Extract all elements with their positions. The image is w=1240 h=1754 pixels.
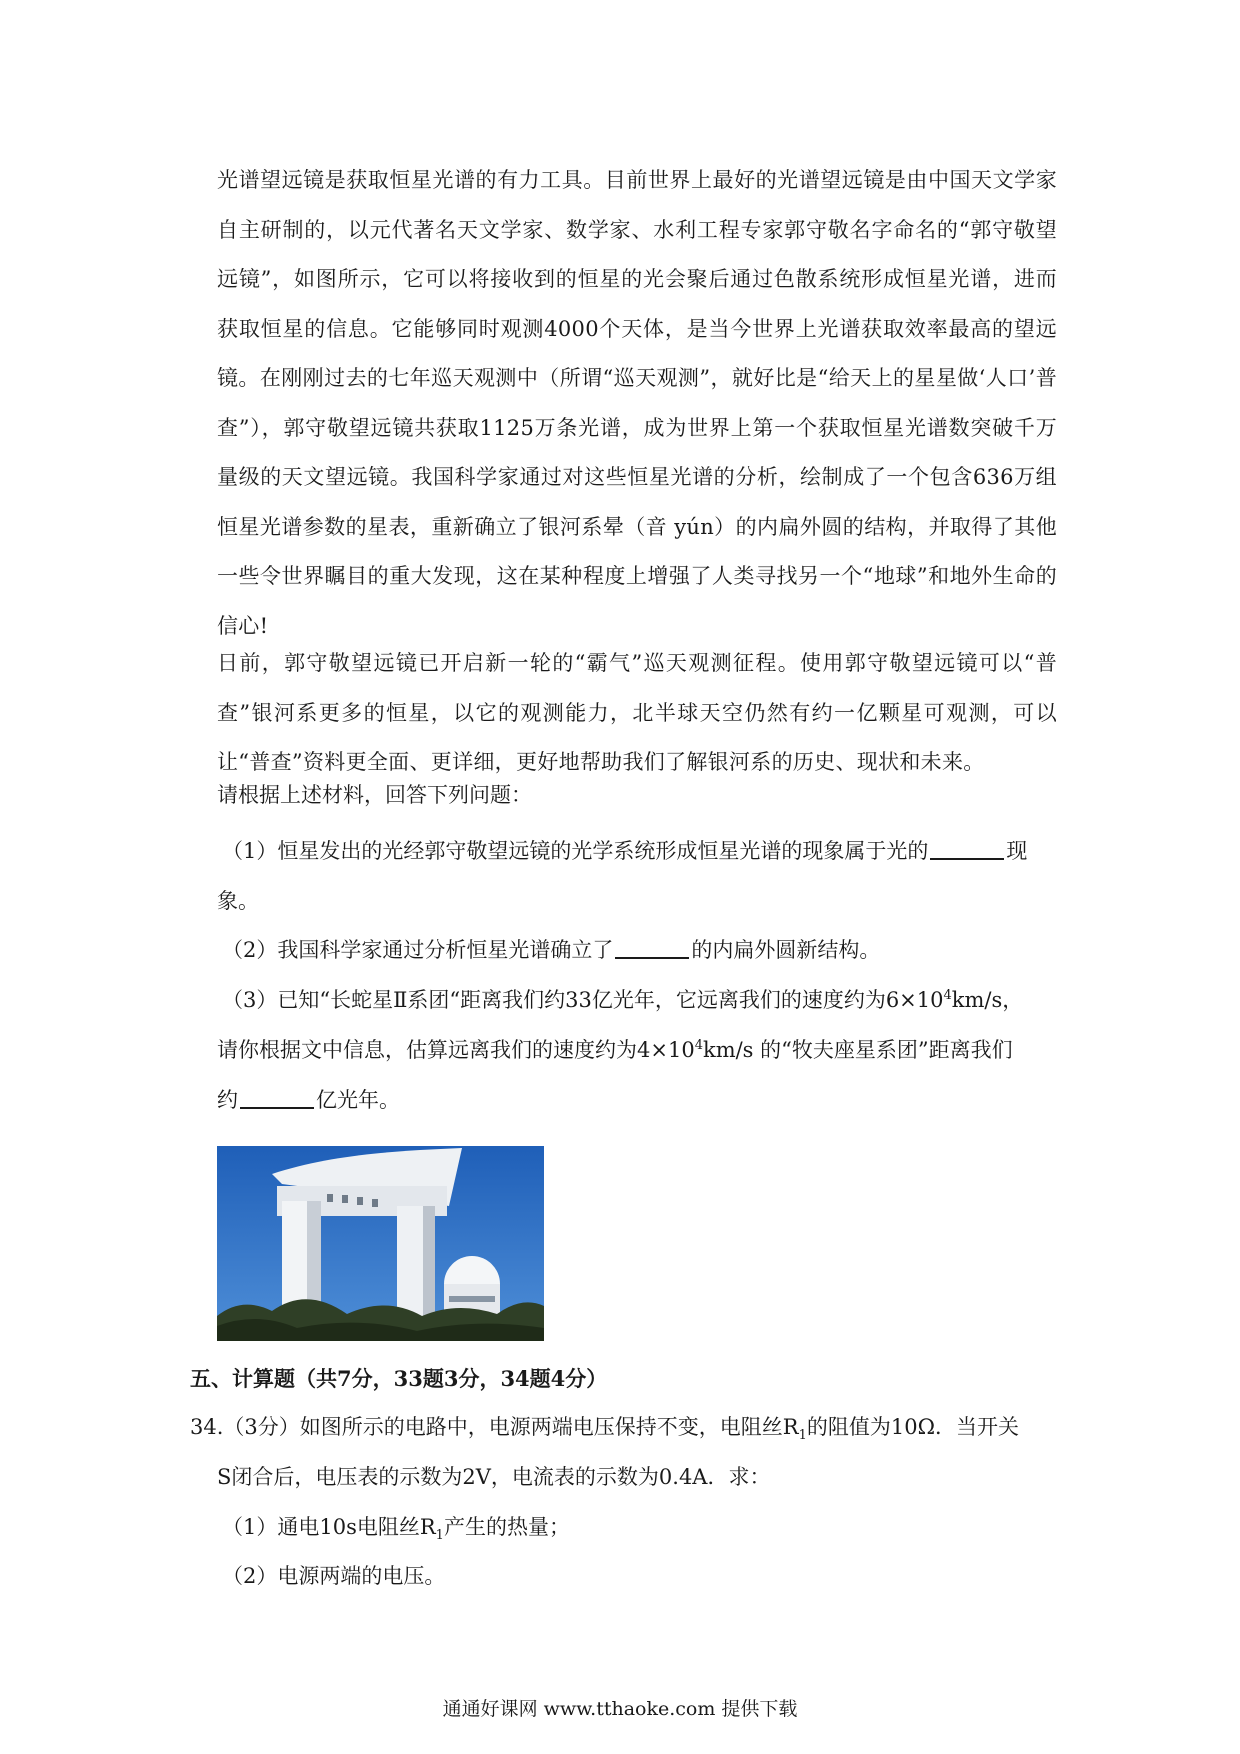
question-1-text: （1）恒星发出的光经郭守敬望远镜的光学系统形成恒星光谱的现象属于光的	[222, 839, 929, 863]
question-3-line-1	[222, 985, 1023, 1015]
question-1-tail: 现	[1006, 839, 1028, 863]
question-3-line-3	[217, 1085, 400, 1115]
question-1-continued: 象。	[217, 889, 259, 913]
question-3-text-2: 请你根据文中信息，估算远离我们的速度约为4×10	[217, 1038, 695, 1062]
question-34-text-1: 34.（3分）如图所示的电路中，电源两端电压保持不变，电阻丝R	[190, 1415, 799, 1439]
question-3-text-1: （3）已知“长蛇星Ⅱ系团“距离我们约33亿光年，它远离我们的速度约为6×10	[222, 988, 944, 1012]
footer-credit: 通通好课网 www.tthaoke.com 提供下载	[442, 1698, 798, 1720]
passage-paragraph-2: 日前，郭守敬望远镜已开启新一轮的“霸气”巡天观测征程。使用郭守敬望远镜可以“普查”银河系更多的恒星，以它的观测能力，北半球天空仍然有约一亿颗星可观测，可以让“普查”资料更全面、更详细，更好地帮助我们了解银河系的历史、现状和未来。	[217, 651, 1057, 774]
answer-blank-3[interactable]	[240, 1087, 314, 1109]
question-3-line-2	[217, 1035, 1013, 1065]
question-2	[222, 935, 880, 965]
exponent: 4	[943, 988, 952, 1003]
subscript: 1	[798, 1428, 807, 1444]
question-34-sub-1-text: （1）通电10s电阻丝R	[222, 1515, 436, 1539]
question-2-text: （2）我国科学家通过分析恒星光谱确立了	[222, 938, 614, 962]
question-34-sub-2: （2）电源两端的电压。	[222, 1564, 446, 1588]
unit: km/s，	[951, 988, 1024, 1012]
section-heading: 五、计算题（共7分，33题3分，34题4分）	[190, 1366, 608, 1391]
question-3-text-3: km/s 的“牧夫座星系团”距离我们	[702, 1038, 1013, 1062]
question-2-tail: 的内扁外圆新结构。	[691, 938, 881, 962]
question-34-line-2: S闭合后，电压表的示数为2V，电流表的示数为0.4A．求：	[217, 1465, 771, 1489]
exponent: 4	[694, 1038, 703, 1053]
question-34-sub-1-tail: 产生的热量；	[443, 1515, 570, 1539]
question-1	[222, 836, 1027, 866]
answer-blank-1[interactable]	[930, 838, 1004, 860]
question-prompt: 请根据上述材料，回答下列问题：	[217, 783, 532, 807]
question-34-line-1	[190, 1412, 1019, 1442]
question-3-text-5: 亿光年。	[316, 1088, 400, 1112]
question-3-text-4: 约	[217, 1088, 238, 1112]
telescope-photo	[217, 1146, 544, 1341]
question-34-sub-1	[222, 1512, 570, 1542]
subscript: 1	[435, 1528, 444, 1544]
question-34-text-2: 的阻值为10Ω．当开关	[806, 1415, 1019, 1439]
answer-blank-2[interactable]	[615, 937, 689, 959]
passage-paragraph-1: 光谱望远镜是获取恒星光谱的有力工具。目前世界上最好的光谱望远镜是由中国天文学家自主研制的，以元代著名天文学家、数学家、水利工程专家郭守敬名字命名的“郭守敬望远镜”，如图所示，它可以将接收到的恒星的光会聚后通过色散系统形成恒星光谱，进而获取恒星的信息。它能够同时观测4000个天体，是当今世界上光谱获取效率最高的望远镜。在刚刚过去的七年巡天观测中（所谓“巡天观测”，就好比是“给天上的星星做‘人口’普查”），郭守敬望远镜共获取1125万条光谱，成为世界上第一个获取恒星光谱数突破千万量级的天文望远镜。我国科学家通过对这些恒星光谱的分析，绘制成了一个包含636万组恒星光谱参数的星表，重新确立了银河系晕（音 yún）的内扁外圆的结构，并取得了其他一些令世界瞩目的重大发现，这在某种程度上增强了人类寻找另一个“地球”和地外生命的信心!	[217, 168, 1057, 638]
